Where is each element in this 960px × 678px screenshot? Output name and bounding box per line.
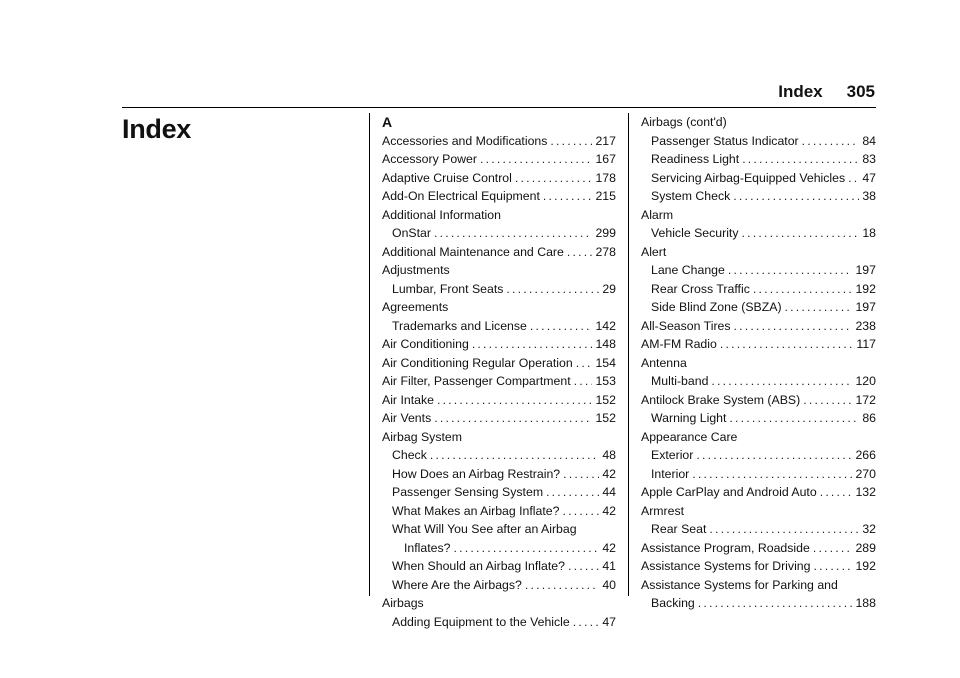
entry-page-number: 120 [855,374,876,388]
index-entry [382,169,616,188]
entry-term: Passenger Status Indicator [651,133,799,148]
dot-leader [506,280,599,299]
index-letter-heading: A [382,114,393,130]
dot-leader [563,465,599,484]
dot-leader [711,372,852,391]
entry-term: All-Season Tires [641,318,731,333]
entry-page-number: 42 [602,503,616,518]
index-entry [382,187,616,206]
header-page-number: 305 [846,82,875,101]
index-entry [641,483,876,502]
index-entry [641,113,876,132]
dot-leader [728,261,853,280]
entry-term: Adaptive Cruise Control [382,170,512,185]
index-entry [382,243,616,262]
dot-leader [430,446,599,465]
dot-leader [813,539,853,558]
entry-term: Air Filter, Passenger Compartment [382,374,571,388]
entry-page-number: 178 [595,170,616,185]
index-subentry [641,224,876,243]
entry-page-number: 197 [855,300,876,314]
entry-page-number: 197 [855,263,876,277]
entry-page-number: 154 [595,355,616,370]
entry-page-number: 266 [855,448,876,462]
entry-term: Air Conditioning [382,337,469,351]
index-subentry [382,520,616,539]
dot-leader [742,224,860,243]
entry-term: Apple CarPlay and Android Auto [641,485,817,499]
index-subentry [382,446,616,465]
entry-term: Side Blind Zone (SBZA) [651,300,782,314]
entry-term: Airbags (cont'd) [641,115,727,129]
dot-leader [434,224,593,243]
page-header [0,82,875,102]
entry-term: Additional Information [382,207,501,222]
entry-term: Additional Maintenance and Care [382,244,564,259]
entry-term: What Will You See after an Airbag [392,522,577,536]
entry-term: OnStar [392,226,431,240]
dot-leader [709,520,859,539]
entry-term: Airbags [382,596,424,610]
dot-leader [434,409,592,428]
entry-page-number: 42 [602,540,616,555]
index-entry [382,206,616,225]
index-entry [641,428,876,447]
entry-term: Lumbar, Front Seats [392,281,504,296]
index-entry [382,391,616,410]
entry-term: Vehicle Security [651,226,739,240]
entry-term: Antilock Brake System (ABS) [641,392,801,407]
index-column-1 [382,113,616,631]
index-entry [382,354,616,373]
entry-term: Add-On Electrical Equipment [382,189,540,203]
entry-term: Air Conditioning Regular Operation [382,355,573,370]
index-subentry [641,187,876,206]
header-section-name: Index [778,82,823,101]
dot-leader [567,243,593,262]
index-subentry [641,150,876,169]
index-entry [382,409,616,428]
dot-leader [574,372,593,391]
dot-leader [720,335,854,354]
entry-page-number: 40 [602,577,616,592]
entry-term: Rear Seat [651,522,707,536]
entry-page-number: 217 [595,133,616,148]
entry-term: How Does an Airbag Restrain? [392,466,561,481]
index-subentry [382,576,616,595]
dot-leader [573,613,600,632]
entry-page-number: 41 [602,559,616,573]
dot-leader [813,557,852,576]
entry-page-number: 289 [855,540,876,555]
header-rule [122,107,876,108]
entry-page-number: 42 [602,466,616,481]
entry-term: Antenna [641,355,687,370]
index-subentry [382,557,616,576]
index-entry [641,243,876,262]
index-entry [382,150,616,169]
index-entry [382,335,616,354]
entry-term: Airbag System [382,429,462,444]
index-entry [641,502,876,521]
entry-term: Alarm [641,207,674,222]
dot-leader [530,317,593,336]
column-divider-1 [369,113,370,596]
entry-page-number: 188 [855,596,876,610]
entry-page-number: 167 [595,152,616,166]
entry-term: What Makes an Airbag Inflate? [392,503,560,518]
dot-leader [568,557,599,576]
entry-term: Assistance Program, Roadside [641,540,810,555]
entry-term: Multi-band [651,374,709,388]
column-divider-2 [628,113,629,596]
dot-leader [848,169,859,188]
index-subentry [382,465,616,484]
entry-page-number: 215 [595,189,616,203]
dot-leader [550,132,592,151]
index-subentry [641,465,876,484]
entry-page-number: 238 [855,318,876,333]
entry-term: Adding Equipment to the Vehicle [392,614,570,629]
index-subentry [641,261,876,280]
index-subentry [382,502,616,521]
index-entry [641,335,876,354]
dot-leader [753,280,853,299]
entry-term: When Should an Airbag Inflate? [392,559,565,573]
entry-term: Warning Light [651,411,727,425]
index-column-2 [641,113,876,613]
entry-page-number: 83 [862,152,876,166]
dot-leader [480,150,592,169]
dot-leader [546,483,599,502]
dot-leader [543,187,593,206]
entry-term: Lane Change [651,263,725,277]
entry-term: Assistance Systems for Driving [641,559,811,573]
entry-term: Air Vents [382,411,432,425]
index-entry [382,372,616,391]
dot-leader [729,409,859,428]
entry-term: Trademarks and License [392,318,527,333]
entry-page-number: 172 [855,392,876,407]
index-entry [641,557,876,576]
entry-page-number: 47 [602,614,616,629]
index-subentry [382,483,616,502]
dot-leader [820,483,853,502]
dot-leader [698,594,853,613]
entry-term: Readiness Light [651,152,740,166]
index-subentry [641,280,876,299]
entry-term: Where Are the Airbags? [392,577,522,592]
index-subentry [641,298,876,317]
dot-leader [803,391,852,410]
entry-page-number: 44 [602,485,616,499]
index-subentry [641,446,876,465]
dot-leader [562,502,599,521]
entry-term: Rear Cross Traffic [651,281,750,296]
index-entry [382,298,616,317]
entry-page-number: 117 [856,337,876,351]
dot-leader [515,169,593,188]
entry-term: Appearance Care [641,429,738,444]
dot-leader [525,576,599,595]
entry-term: Accessories and Modifications [382,133,548,148]
dot-leader [785,298,853,317]
dot-leader [696,446,852,465]
entry-term: Backing [651,596,695,610]
entry-page-number: 18 [862,226,876,240]
index-entry [382,594,616,613]
index-subentry [641,372,876,391]
section-title: Index [122,114,192,144]
dot-leader [742,150,859,169]
entry-term: Interior [651,466,690,481]
entry-page-number: 48 [602,448,616,462]
entry-term: Agreements [382,300,449,314]
entry-term: Passenger Sensing System [392,485,544,499]
index-subentry [641,594,876,613]
index-entry [641,317,876,336]
dot-leader [472,335,593,354]
entry-page-number: 84 [862,133,876,148]
entry-term: Check [392,448,427,462]
index-subentry [382,224,616,243]
entry-term: Alert [641,244,667,259]
entry-page-number: 153 [595,374,616,388]
dot-leader [437,391,593,410]
index-subentry [641,132,876,151]
entry-page-number: 299 [595,226,616,240]
entry-page-number: 152 [595,392,616,407]
index-entry [641,354,876,373]
index-subentry [382,539,616,558]
index-entry [641,539,876,558]
index-entry [641,391,876,410]
entry-term: System Check [651,189,731,203]
entry-term: Assistance Systems for Parking and [641,577,838,592]
index-subentry [641,169,876,188]
dot-leader [733,187,859,206]
entry-term: Armrest [641,503,685,518]
dot-leader [802,132,860,151]
index-subentry [382,317,616,336]
index-subentry [641,409,876,428]
dot-leader [692,465,852,484]
entry-page-number: 278 [595,244,616,259]
entry-page-number: 132 [855,485,876,499]
dot-leader [734,317,853,336]
entry-page-number: 192 [855,281,876,296]
entry-page-number: 47 [862,170,876,185]
dot-leader [576,354,593,373]
index-entry [382,428,616,447]
entry-term: AM-FM Radio [641,337,717,351]
entry-term: Servicing Airbag-Equipped Vehicles [651,170,846,185]
entry-page-number: 32 [862,522,876,536]
dot-leader [454,539,600,558]
index-subentry [382,613,616,632]
entry-page-number: 86 [862,411,876,425]
entry-term: Air Intake [382,392,434,407]
entry-term: Inflates? [404,540,451,555]
entry-page-number: 142 [595,318,616,333]
entry-term: Adjustments [382,263,450,277]
index-subentry [382,280,616,299]
entry-page-number: 148 [595,337,616,351]
entry-term: Exterior [651,448,694,462]
entry-page-number: 270 [855,466,876,481]
entry-term: Accessory Power [382,152,477,166]
index-entry [641,576,876,595]
index-subentry [641,520,876,539]
index-entry [641,206,876,225]
index-entry [382,261,616,280]
entry-page-number: 29 [602,281,616,296]
entry-page-number: 152 [595,411,616,425]
entry-page-number: 38 [862,189,876,203]
index-entry [382,132,616,151]
entry-page-number: 192 [855,559,876,573]
